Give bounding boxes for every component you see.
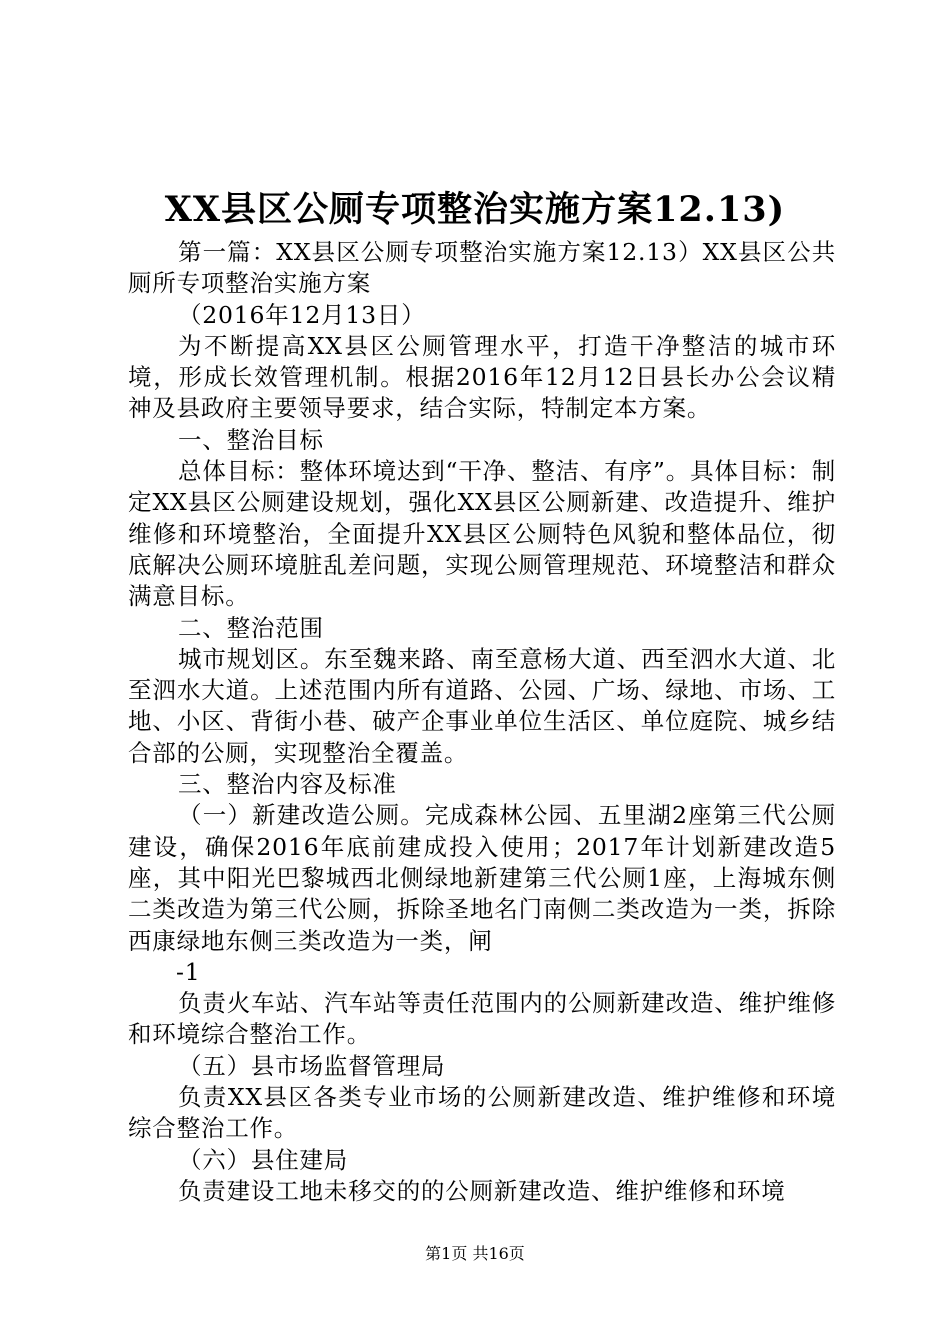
document-body	[128, 237, 836, 1207]
heading-goals: 一、整治目标	[178, 425, 324, 454]
paragraph-goals: 总体目标：整体环境达到“干净、整洁、有序”。具体目标：制定XX县区公厕建设规划，强化XX县区公厕新建、改造提升、维护维修和环境整治，全面提升XX县区公厕特色风貌和整体品位，彻底解决公厕环境脏乱差问题，实现公厕管理规范、环境整洁和群众满意目标。	[128, 457, 836, 611]
paragraph-date: （2016年12月13日）	[178, 300, 426, 329]
page-footer: 第1页 共16页	[425, 1244, 525, 1263]
paragraph-purpose: 为不断提高XX县区公厕管理水平，打造干净整洁的城市环境，形成长效管理机制。根据2016年12月12日县长办公会议精神及县政府主要领导要求，结合实际，特制定本方案。	[128, 331, 836, 423]
paragraph-market-bureau: 负责XX县区各类专业市场的公厕新建改造、维护维修和环境综合整治工作。	[128, 1083, 836, 1143]
document-title: XX县区公厕专项整治实施方案12.13)	[164, 189, 786, 230]
heading-housing-bureau: （六）县住建局	[178, 1145, 349, 1174]
page-marker: -1	[176, 957, 201, 986]
heading-market-bureau: （五）县市场监督管理局	[178, 1051, 446, 1080]
paragraph-new-construction: （一）新建改造公厕。完成森林公园、五里湖2座第三代公厕建设，确保2016年底前建成投入使用；2017年计划新建改造5座，其中阳光巴黎城西北侧绿地新建第三代公厕1座，上海城东侧二类改造为第三代公厕，拆除圣地名门南侧二类改造为一类，拆除西康绿地东侧三类改造为一类，闸	[128, 801, 836, 955]
heading-content: 三、整治内容及标准	[178, 770, 397, 799]
paragraph-housing-bureau: 负责建设工地未移交的的公厕新建改造、维护维修和环境	[178, 1176, 786, 1205]
paragraph-scope: 城市规划区。东至魏来路、南至意杨大道、西至泗水大道、北至泗水大道。上述范围内所有道路、公园、广场、绿地、市场、工地、小区、背街小巷、破产企事业单位生活区、单位庭院、城乡结合部的公厕，实现整治全覆盖。	[128, 644, 836, 767]
heading-scope: 二、整治范围	[178, 613, 324, 642]
paragraph-intro: 第一篇：XX县区公厕专项整治实施方案12.13）XX县区公共厕所专项整治实施方案	[128, 238, 836, 298]
paragraph-stations: 负责火车站、汽车站等责任范围内的公厕新建改造、维护维修和环境综合整治工作。	[128, 989, 836, 1049]
